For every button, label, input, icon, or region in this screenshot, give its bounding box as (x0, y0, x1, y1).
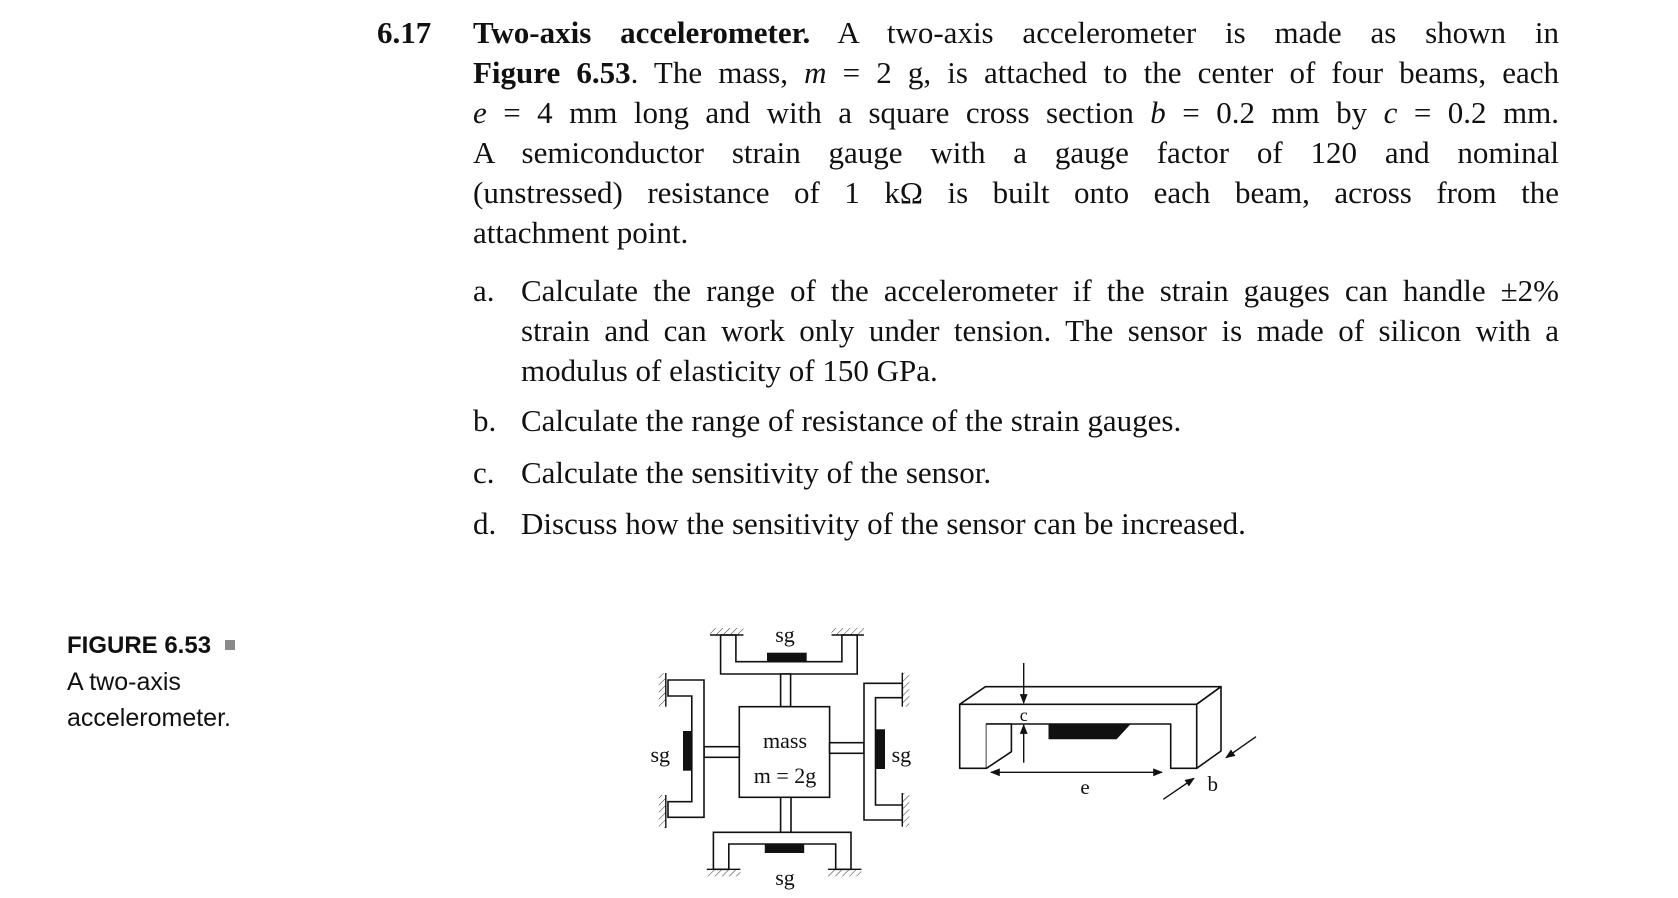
statement-line: (unstressed) resistance of 1 kΩ is built onto each beam, across from the (473, 174, 1559, 210)
variable-c: c (1383, 94, 1398, 130)
b-dimension-arrow-lower (1163, 778, 1194, 799)
strain-gauge-bottom (765, 844, 804, 853)
strain-gauge-left (683, 731, 692, 771)
variable-b: b (1150, 94, 1166, 130)
part-b-label: b. (473, 402, 497, 438)
b-label: b (1207, 772, 1218, 796)
figure-reference: Figure 6.53 (473, 54, 631, 90)
figure-caption-title: FIGURE 6.53 (67, 632, 212, 659)
b-dimension-arrow-upper (1226, 737, 1256, 758)
variable-e: e (473, 94, 487, 130)
beam-strain-gauge (1049, 724, 1131, 739)
top-stem (781, 674, 791, 707)
part-a-label: a. (473, 272, 495, 308)
part-a-line: Calculate the range of the accelerometer if the strain gauges can handle ±2% (521, 272, 1559, 308)
strain-gauge-right (876, 729, 886, 769)
mass-label: mass (763, 728, 807, 753)
statement-text: = 2 g, is attached to the center of four beams, each (826, 54, 1559, 90)
c-label: c (1019, 705, 1028, 725)
part-c: Calculate the sensitivity of the sensor. (521, 454, 992, 490)
part-c-label: c. (473, 454, 495, 490)
statement-line: A semiconductor strain gauge with a gauge factor of 120 and nominal (473, 134, 1559, 170)
variable-m: m (804, 54, 827, 90)
statement-text: A two-axis accelerometer is made as shown in (810, 14, 1559, 50)
statement-text: = 0.2 mm by (1165, 94, 1384, 130)
figure-caption-line: A two-axis (67, 668, 181, 696)
part-d: Discuss how the sensitivity of the sensor can be increased. (521, 505, 1246, 541)
statement-text: . The mass, (630, 54, 805, 90)
beam-inner-leg (987, 724, 1012, 768)
sg-label-left: sg (650, 742, 670, 767)
right-stem (830, 743, 864, 754)
e-label: e (1080, 775, 1090, 799)
mass-value-label: m = 2g (753, 763, 817, 788)
part-a-line: modulus of elasticity of 150 GPa. (521, 352, 938, 388)
statement-line: attachment point. (473, 214, 689, 250)
sg-label-bottom: sg (775, 865, 795, 890)
statement-text: = 0.2 mm. (1397, 94, 1559, 130)
sg-label-right: sg (891, 742, 912, 767)
left-stem (704, 747, 739, 758)
part-b: Calculate the range of resistance of the strain gauges. (521, 402, 1182, 438)
figure-caption-line: accelerometer. (67, 704, 231, 732)
problem-title: Two-axis accelerometer. (473, 14, 811, 50)
bottom-stem (781, 797, 791, 832)
sg-label-top: sg (775, 622, 795, 647)
problem-number: 6.17 (377, 14, 432, 50)
strain-gauge-top (767, 653, 807, 662)
beam-top-face (960, 687, 1221, 705)
statement-text: = 4 mm long and with a square cross section (486, 94, 1151, 130)
part-a-line: strain and can work only under tension. The sensor is made of silicon with a (521, 312, 1559, 348)
part-d-label: d. (473, 505, 497, 541)
